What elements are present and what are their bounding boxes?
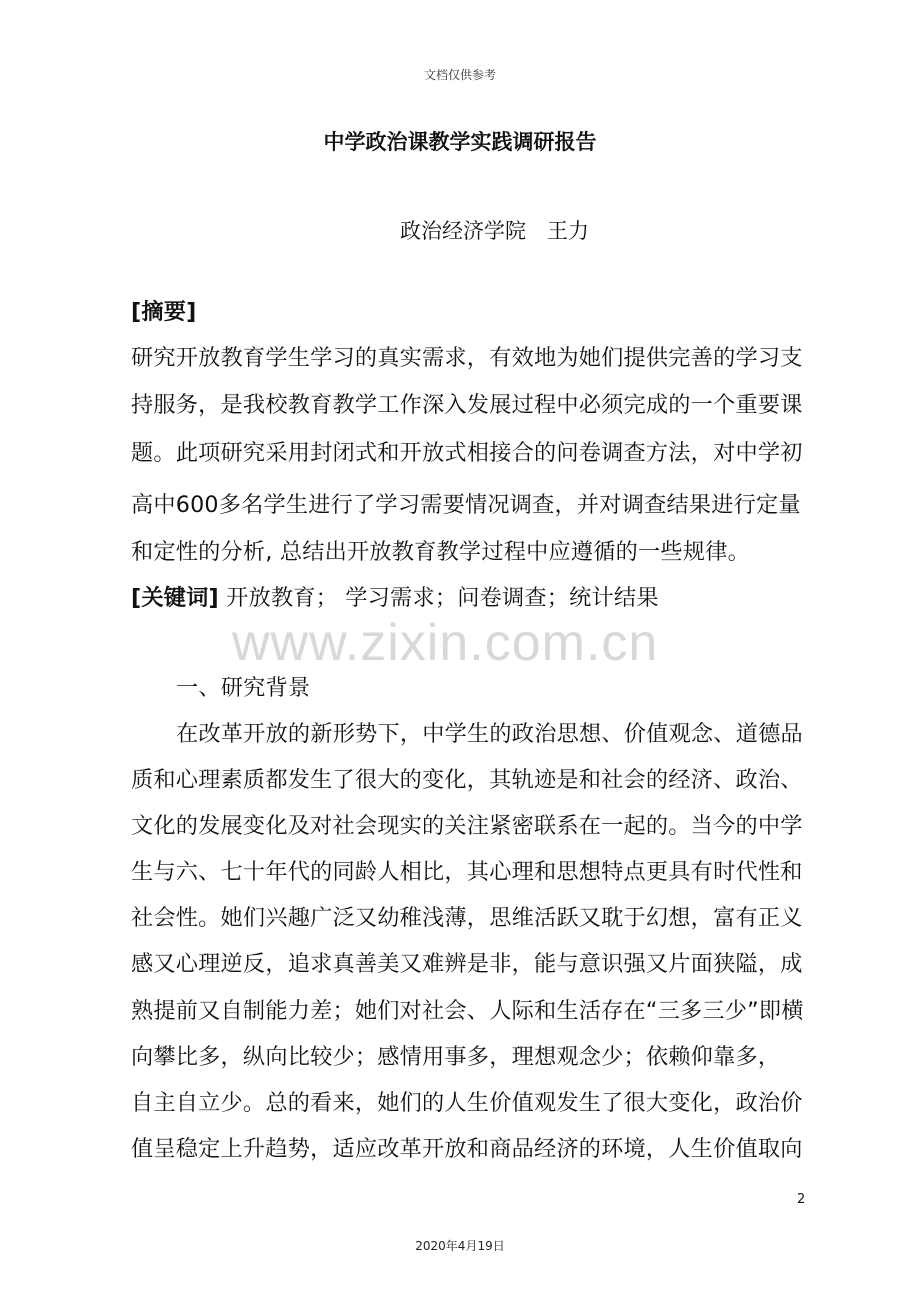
page-header: 文档仅供参考: [423, 68, 496, 82]
document-title: 中学政治课教学实践调研报告: [323, 130, 597, 154]
section-heading: 一、研究背景: [176, 675, 311, 701]
abstract-heading: [摘要]: [131, 299, 197, 325]
keywords-line: [131, 583, 659, 613]
body-line: 感又心理逆反，追求真善美又难辨是非，能与意识强又片面狭隘，成: [131, 951, 803, 977]
keywords-text: 开放教育； 学习需求；问卷调查；统计结果: [218, 585, 659, 611]
body-line: 社会性。她们兴趣广泛又幼稚浅薄，思维活跃又耽于幻想，富有正义: [131, 905, 803, 931]
body-line: 生与六、七十年代的同龄人相比，其心理和思想特点更具有时代性和: [131, 859, 803, 885]
author-line: 政治经济学院 王力: [400, 219, 589, 243]
abstract-line: 和定性的分析, 总结出开放教育教学过程中应遵循的一些规律。: [131, 539, 750, 565]
keywords-label: [关键词]: [131, 585, 219, 611]
body-line: 向攀比多，纵向比较少；感情用事多，理想观念少；依赖仰靠多，: [131, 1044, 781, 1070]
body-line: 在改革开放的新形势下，中学生的政治思想、价值观念、道德品: [176, 721, 803, 747]
body-line: 熟提前又自制能力差；她们对社会、人际和生活存在“三多三少”即横: [131, 998, 804, 1024]
body-line: 值呈稳定上升趋势，适应改革开放和商品经济的环境，人生价值取向: [131, 1136, 803, 1162]
footer-date: 2020年4月19日: [415, 1239, 505, 1253]
page-number: 2: [797, 1192, 806, 1207]
body-line: 文化的发展变化及对社会现实的关注紧密联系在一起的。当今的中学: [131, 813, 803, 839]
abstract-line: 高中600多名学生进行了学习需要情况调查，并对调查结果进行定量: [131, 492, 801, 518]
body-line: 质和心理素质都发生了很大的变化，其轨迹是和社会的经济、政治、: [131, 767, 803, 793]
body-line: 自主自立少。总的看来，她们的人生价值观发生了很大变化，政治价: [131, 1090, 803, 1116]
abstract-line: 研究开放教育学生学习的真实需求，有效地为她们提供完善的学习支: [131, 345, 803, 371]
abstract-line: 题。此项研究采用封闭式和开放式相接合的问卷调查方法，对中学初: [131, 440, 803, 466]
abstract-line: 持服务，是我校教育教学工作深入发展过程中必须完成的一个重要课: [131, 392, 803, 418]
watermark: www.zixin.com.cn: [232, 614, 659, 672]
